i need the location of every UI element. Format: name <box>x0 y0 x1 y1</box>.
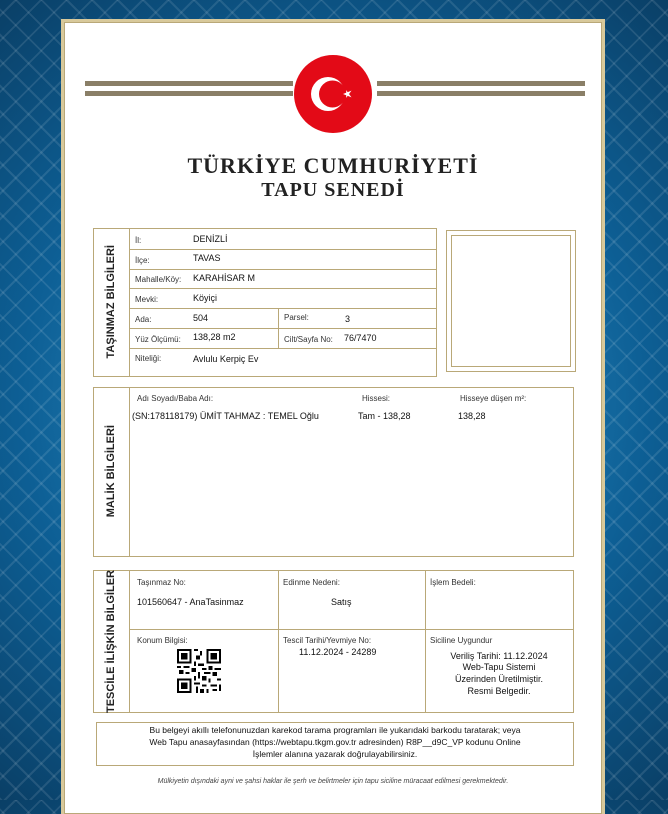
notice-line3: İşlemler alanına yazarak doğrulayabilirsiniz. <box>252 749 418 759</box>
ada-label: Ada: <box>135 315 152 324</box>
tescil-tarihi-value: 11.12.2024 - 24289 <box>299 647 377 657</box>
islem-bedeli-label: İşlem Bedeli: <box>430 578 476 587</box>
deed-document <box>64 22 602 814</box>
sicil-uygundur-label: Siciline Uygundur <box>430 636 493 645</box>
il-value: DENİZLİ <box>193 234 228 244</box>
verilis-tarihi: Veriliş Tarihi: 11.12.2024 <box>450 651 548 661</box>
qr-code-icon <box>177 649 221 693</box>
tasinmaz-no-label: Taşınmaz No: <box>137 578 186 587</box>
decor-bar-left <box>85 81 293 86</box>
ilce-label: İlçe: <box>135 256 150 265</box>
decor-bar-right <box>377 81 585 86</box>
tasinmaz-section-label: TAŞINMAZ BİLGİLERİ <box>105 245 117 359</box>
edinme-nedeni-value: Satış <box>331 597 352 607</box>
niteligi-label: Niteliği: <box>135 354 162 363</box>
yuz-olcumu-label: Yüz Ölçümü: <box>135 335 181 344</box>
yuz-olcumu-value: 138,28 m2 <box>193 332 236 342</box>
tescil-section-label: TESCİLE İLİŞKİN BİLGİLER <box>105 569 117 713</box>
konum-bilgisi-label: Konum Bilgisi: <box>137 636 188 645</box>
edinme-nedeni-label: Edinme Nedeni: <box>283 578 340 587</box>
niteligi-value: Avlulu Kerpiç Ev <box>193 354 259 364</box>
ilce-value: TAVAS <box>193 253 221 263</box>
malik-name-label: Adı Soyadı/Baba Adı: <box>137 394 214 403</box>
cilt-sayfa-label: Cilt/Sayfa No: <box>284 335 333 344</box>
notice-line1: Bu belgeyi akıllı telefonunuzdan karekod tarama programları ile yukarıdaki barkodu taratarak; veya <box>149 725 521 735</box>
mahalle-label: Mahalle/Köy: <box>135 275 182 284</box>
il-label: İl: <box>135 236 142 245</box>
tasinmaz-no-value: 101560647 - AnaTasinmaz <box>137 597 244 607</box>
mahalle-value: KARAHİSAR M <box>193 273 256 283</box>
title-line1: TÜRKİYE CUMHURİYETİ <box>187 153 479 178</box>
tescil-tarihi-label: Tescil Tarihi/Yevmiye No: <box>283 636 372 645</box>
cilt-sayfa-value: 76/7470 <box>344 333 377 343</box>
notice-line2: Web Tapu anasayfasından (https://webtapu.tkgm.gov.tr adresinden) R8P__d9C_VP kodunu Online <box>149 737 521 747</box>
malik-name-value: (SN:178118179) ÜMİT TAHMAZ : TEMEL Oğlu <box>132 411 319 421</box>
title-line2: TAPU SENEDİ <box>261 179 405 201</box>
malik-section-label: MALİK BİLGİLERİ <box>105 425 117 518</box>
mevki-label: Mevki: <box>135 295 159 304</box>
malik-hisse-value: Tam - 138,28 <box>358 411 411 421</box>
malik-hisseye-value: 138,28 <box>458 411 486 421</box>
malik-hisseye-label: Hisseye düşen m²: <box>460 394 527 403</box>
parsel-label: Parsel: <box>284 313 309 322</box>
mevki-value: Köyiçi <box>193 293 218 303</box>
web-tapu-text: Web-Tapu Sistemi <box>462 662 536 672</box>
malik-hisse-label: Hissesi: <box>362 394 391 403</box>
ada-value: 504 <box>193 313 209 323</box>
photo-frame <box>446 230 576 372</box>
footer-note: Mülkiyetin dışındaki ayni ve şahsi haklar ile şerh ve belirtmeler için tapu siciline müracaat edilmesi gerekmektedir. <box>157 778 509 785</box>
uretilmis-text: Üzerinden Üretilmiştir. <box>454 674 544 684</box>
parsel-value: 3 <box>345 314 351 324</box>
resmi-belge-text: Resmi Belgedir. <box>467 686 531 696</box>
turkish-flag-icon <box>294 55 372 133</box>
